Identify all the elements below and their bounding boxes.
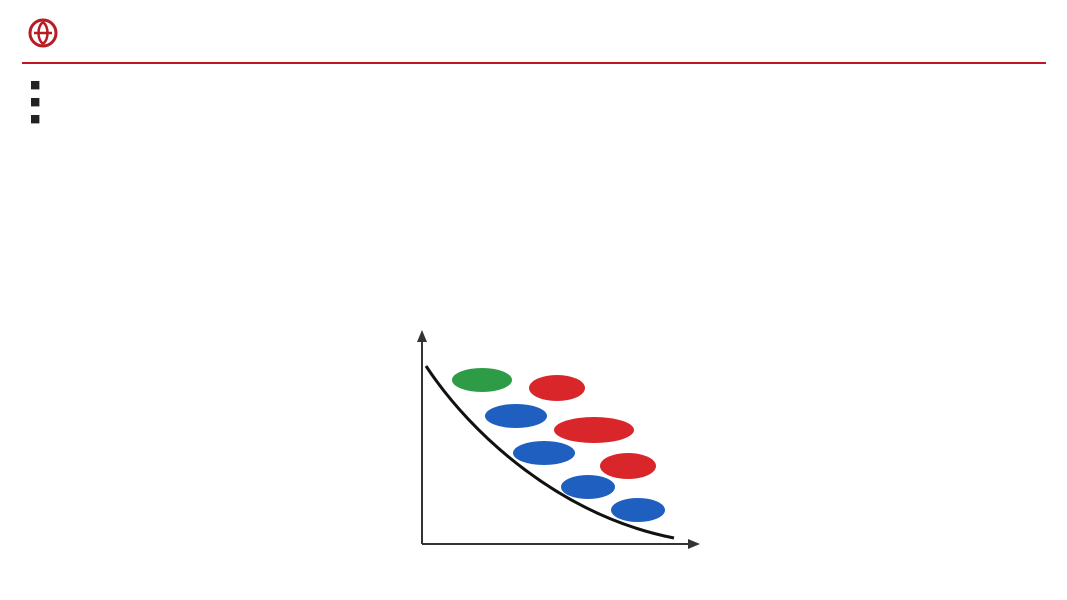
codec-badge <box>513 441 575 465</box>
company-logo <box>28 18 64 48</box>
codec-badge <box>561 475 615 499</box>
source-y-arrow-icon <box>417 330 427 342</box>
bullet-square-icon: ■ <box>30 95 41 108</box>
capacity-chart <box>60 324 390 572</box>
source-x-arrow-icon <box>688 539 700 549</box>
source-coding-chart <box>412 326 702 558</box>
bullet-item <box>30 110 1000 125</box>
codec-badge <box>554 417 634 443</box>
bullet-list <box>30 76 1000 127</box>
bullet-item <box>30 93 1000 108</box>
codec-badge <box>611 498 665 522</box>
bullet-square-icon: ■ <box>30 112 41 125</box>
bullet-item <box>30 76 1000 91</box>
zhongtai-logo-icon <box>28 18 58 48</box>
codec-badge <box>529 375 585 401</box>
codec-badge <box>600 453 656 479</box>
codec-badge <box>452 368 512 392</box>
title-divider <box>22 62 1046 64</box>
codec-badge <box>485 404 547 428</box>
bullet-square-icon: ■ <box>30 78 41 91</box>
